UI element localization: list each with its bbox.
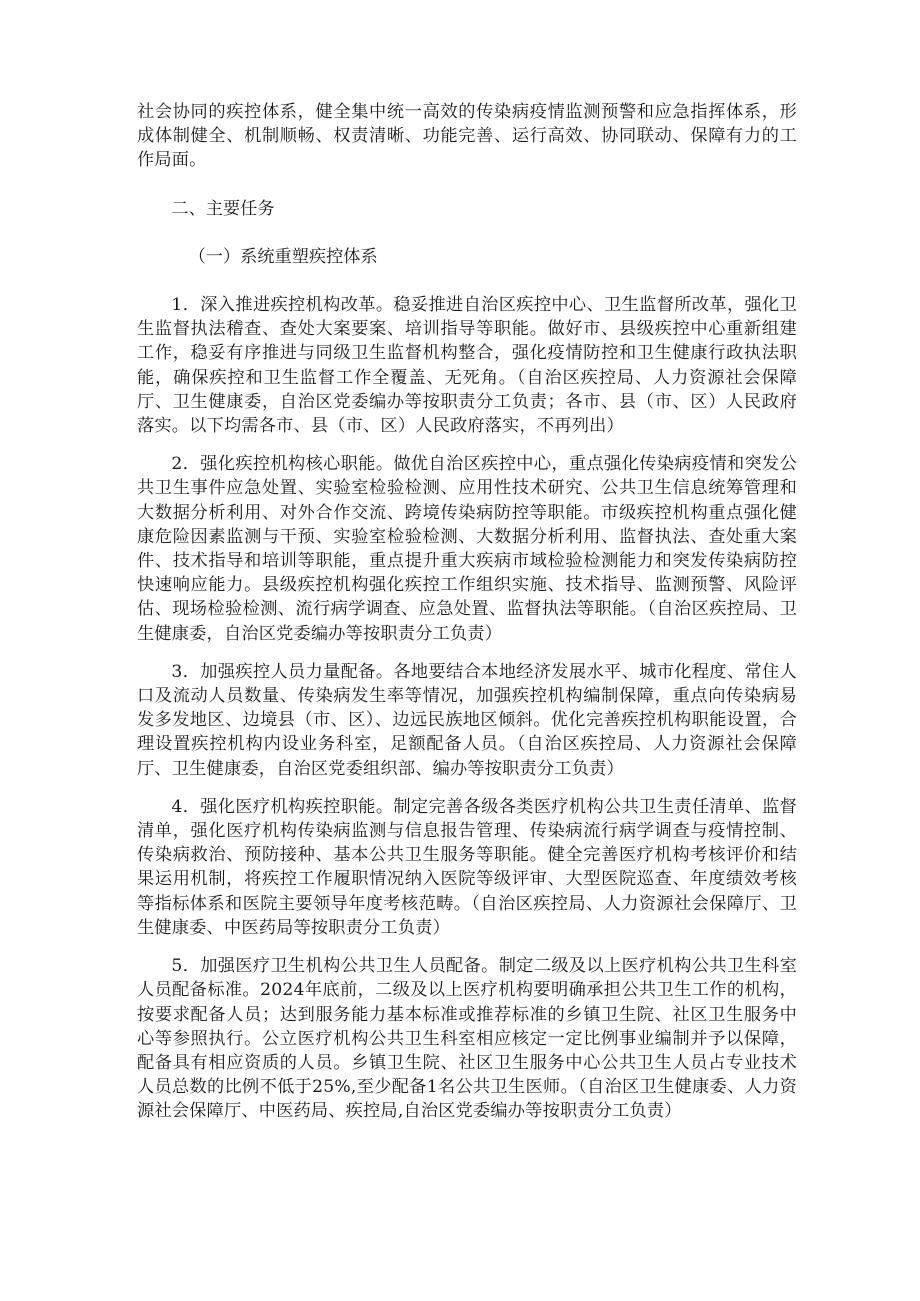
- task-item-1: 1．深入推进疾控机构改革。稳妥推进自治区疾控中心、卫生监督所改革，强化卫生监督执法稽查、查处大案要案、培训指导等职能。做好市、县级疾控中心重新组建工作，稳妥有序推进与同级卫生监督机构整合，强化疫情防控和卫生健康行政执法职能，确保疾控和卫生监督工作全覆盖、无死角。（自治区疾控局、人力资源社会保障厅、卫生健康委，自治区党委编办等按职责分工负责；各市、县（市、区）人民政府落实。以下均需各市、县（市、区）人民政府落实，不再列出）: [137, 295, 797, 437]
- task-item-4: 4．强化医疗机构疾控职能。制定完善各级各类医疗机构公共卫生责任清单、监督清单，强化医疗机构传染病监测与信息报告管理、传染病流行病学调查与疫情控制、传染病救治、预防接种、基本公共卫生服务等职能。健全完善医疗机构考核评价和结果运用机制，将疾控工作履职情况纳入医院等级评审、大型医院巡查、年度绩效考核等指标体系和医院主要领导年度考核范畴。（自治区疾控局、人力资源社会保障厅、卫生健康委、中医药局等按职责分工负责）: [137, 796, 797, 938]
- section-title: 二、主要任务: [171, 198, 275, 219]
- task-item-2: 2．强化疾控机构核心职能。做优自治区疾控中心，重点强化传染病疫情和突发公共卫生事件应急处置、实验室检验检测、应用性技术研究、公共卫生信息统筹管理和大数据分析利用、对外合作交流、跨境传染病防控等职能。市级疾控机构重点强化健康危险因素监测与干预、实验室检验检测、大数据分析利用、监督执法、查处重大案件、技术指导和培训等职能，重点提升重大疾病市域检验检测能力和突发传染病防控快速响应能力。县级疾控机构强化疾控工作组织实施、技术指导、监测预警、风险评估、现场检验检测、流行病学调查、应急处置、监督执法等职能。（自治区疾控局、卫生健康委，自治区党委编办等按职责分工负责）: [137, 454, 797, 644]
- task-item-5: 5．加强医疗卫生机构公共卫生人员配备。制定二级及以上医疗机构公共卫生科室人员配备标准。2024年底前，二级及以上医疗机构要明确承担公共卫生工作的机构，按要求配备人员；达到服务能力基本标准或推荐标准的乡镇卫生院、社区卫生服务中心等参照执行。公立医疗机构公共卫生科室相应核定一定比例事业编制并予以保障，配备具有相应资质的人员。乡镇卫生院、社区卫生服务中心公共卫生人员占专业技术人员总数的比例不低于25%,至少配备1名公共卫生医师。（自治区卫生健康委、人力资源社会保障厅、中医药局、疾控局,自治区党委编办等按职责分工负责）: [137, 956, 797, 1122]
- task-item-3: 3．加强疾控人员力量配备。各地要结合本地经济发展水平、城市化程度、常住人口及流动人员数量、传染病发生率等情况，加强疾控机构编制保障，重点向传染病易发多发地区、边境县（市、区）、边远民族地区倾斜。优化完善疾控机构职能设置，合理设置疾控机构内设业务科室，足额配备人员。（自治区疾控局、人力资源社会保障厅、卫生健康委，自治区党委组织部、编办等按职责分工负责）: [137, 661, 797, 779]
- document-page: [137, 100, 797, 1138]
- subsection-title: （一）系统重塑疾控体系: [188, 246, 378, 267]
- continuation-paragraph: 社会协同的疾控体系，健全集中统一高效的传染病疫情监测预警和应急指挥体系，形成体制健全、机制顺畅、权责清晰、功能完善、运行高效、协同联动、保障有力的工作局面。: [137, 102, 797, 171]
